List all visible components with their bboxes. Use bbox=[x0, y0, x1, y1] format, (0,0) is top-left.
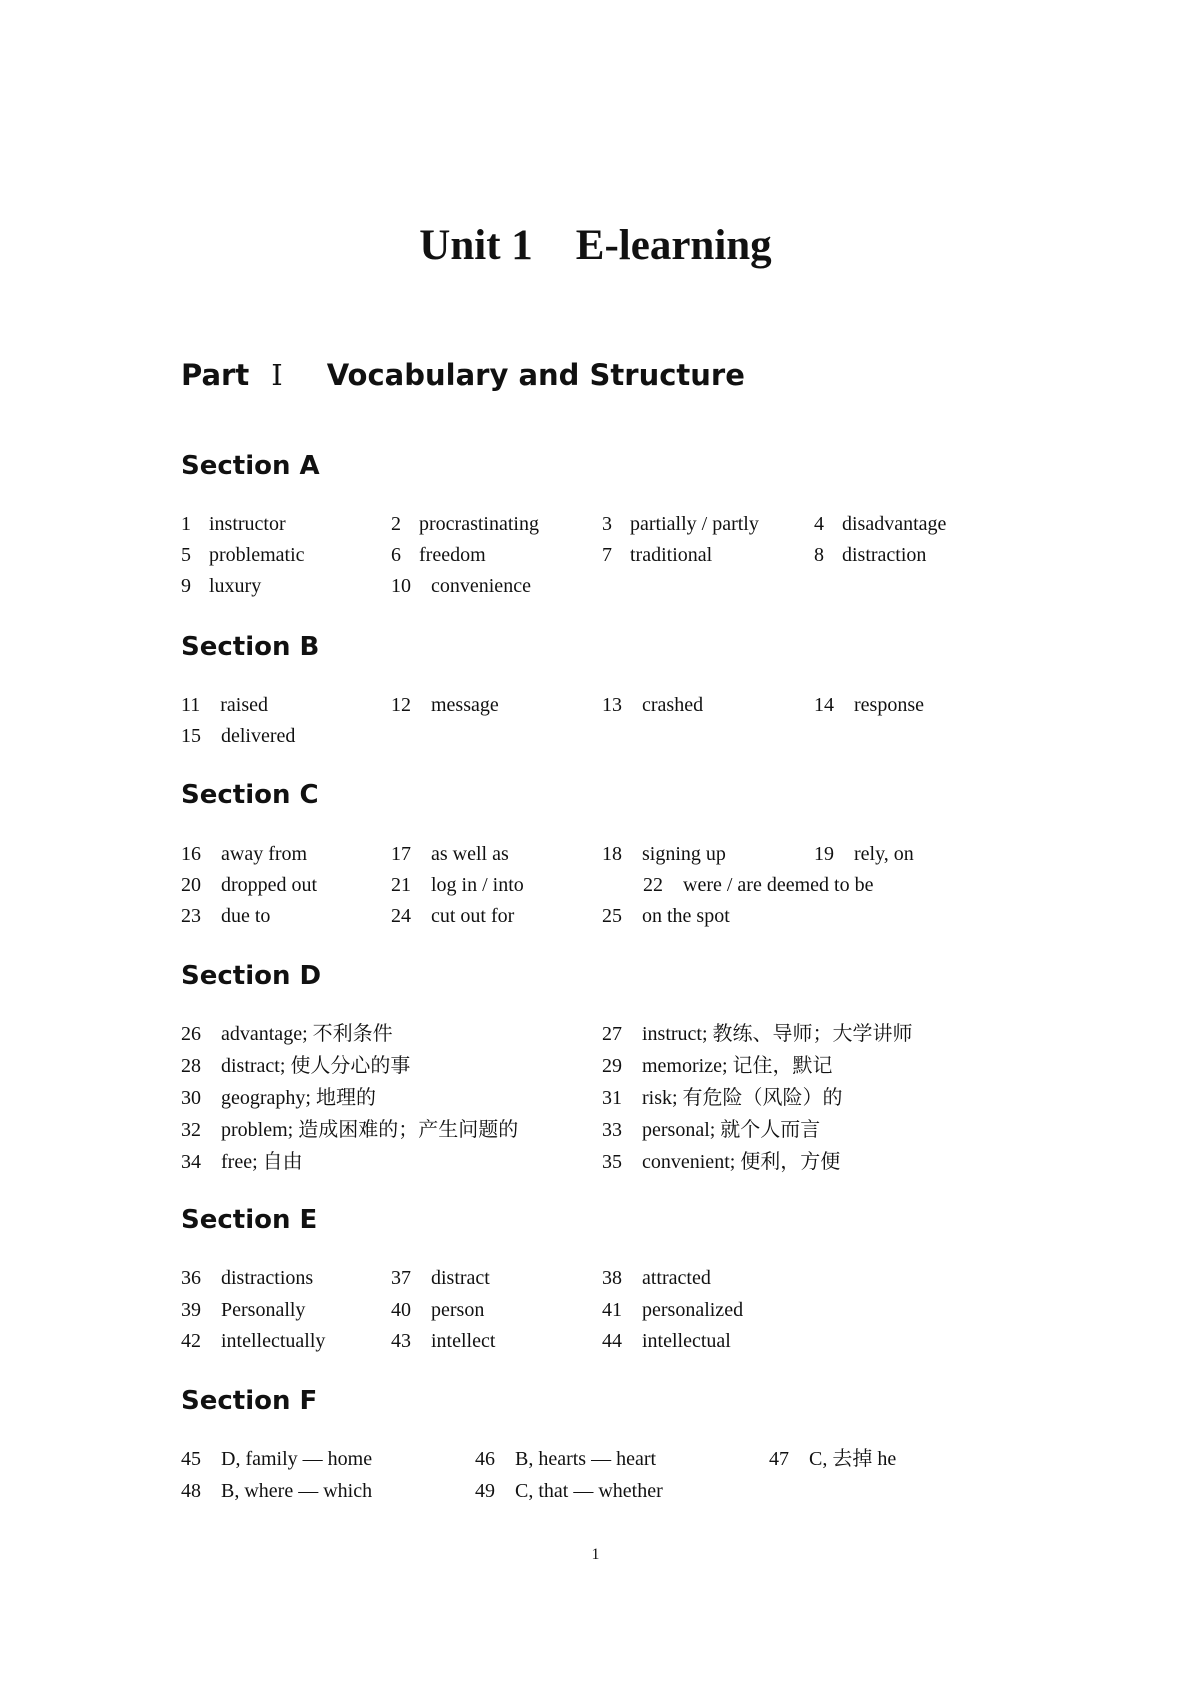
item-number: 19 bbox=[814, 843, 834, 865]
answer-item bbox=[181, 1082, 376, 1114]
item-answer: distract; 使人分心的事 bbox=[221, 1055, 411, 1077]
item-answer: free; 自由 bbox=[221, 1151, 303, 1173]
item-number: 43 bbox=[391, 1330, 411, 1352]
item-number: 35 bbox=[602, 1151, 622, 1173]
item-answer: advantage; 不利条件 bbox=[221, 1023, 393, 1045]
section-c-heading: Section C bbox=[181, 780, 319, 810]
answer-item bbox=[181, 1262, 313, 1294]
item-answer: D, family — home bbox=[221, 1448, 373, 1470]
answer-item bbox=[391, 1294, 484, 1326]
item-answer: disadvantage bbox=[842, 513, 947, 535]
item-number: 20 bbox=[181, 874, 201, 896]
item-number: 44 bbox=[602, 1330, 622, 1352]
item-number: 7 bbox=[602, 544, 612, 566]
answer-item bbox=[602, 1294, 743, 1326]
item-answer: memorize; 记住，默记 bbox=[642, 1055, 833, 1077]
part-name: Vocabulary and Structure bbox=[326, 358, 745, 392]
part-roman-numeral: Ⅰ bbox=[271, 358, 283, 392]
answer-item bbox=[602, 838, 726, 870]
item-number: 47 bbox=[769, 1448, 789, 1470]
item-number: 48 bbox=[181, 1480, 201, 1502]
item-answer: intellectually bbox=[221, 1330, 326, 1352]
item-number: 22 bbox=[643, 874, 663, 896]
item-number: 40 bbox=[391, 1299, 411, 1321]
section-d-heading: Section D bbox=[181, 961, 322, 991]
item-number: 5 bbox=[181, 544, 191, 566]
answer-item bbox=[391, 838, 509, 870]
answer-item bbox=[181, 838, 307, 870]
answer-item bbox=[181, 570, 261, 602]
item-answer: as well as bbox=[431, 843, 509, 865]
answer-item bbox=[814, 689, 924, 721]
answer-item bbox=[602, 1325, 731, 1357]
item-answer: attracted bbox=[642, 1267, 711, 1289]
item-number: 36 bbox=[181, 1267, 201, 1289]
item-answer: person bbox=[431, 1299, 485, 1321]
answer-item bbox=[391, 869, 524, 901]
answer-item bbox=[602, 1146, 840, 1178]
answer-item bbox=[391, 508, 539, 540]
item-answer: rely, on bbox=[854, 843, 914, 865]
item-answer: log in / into bbox=[431, 874, 524, 896]
item-answer: response bbox=[854, 694, 924, 716]
item-answer: traditional bbox=[630, 544, 713, 566]
item-number: 25 bbox=[602, 905, 622, 927]
answer-item bbox=[602, 1082, 843, 1114]
item-number: 27 bbox=[602, 1023, 622, 1045]
section-a-heading: Section A bbox=[181, 451, 320, 481]
answer-item bbox=[181, 508, 286, 540]
item-number: 45 bbox=[181, 1448, 201, 1470]
answer-item bbox=[181, 1443, 372, 1475]
answer-item bbox=[391, 900, 514, 932]
item-answer: convenient; 便利，方便 bbox=[642, 1151, 841, 1173]
item-answer: crashed bbox=[642, 694, 704, 716]
item-number: 42 bbox=[181, 1330, 201, 1352]
item-answer: distractions bbox=[221, 1267, 314, 1289]
item-number: 15 bbox=[181, 725, 201, 747]
item-answer: instruct; 教练、导师；大学讲师 bbox=[642, 1023, 913, 1045]
answer-item bbox=[181, 1475, 372, 1507]
answer-item bbox=[475, 1443, 656, 1475]
item-answer: procrastinating bbox=[419, 513, 539, 535]
item-number: 10 bbox=[391, 575, 411, 597]
answer-item bbox=[391, 1262, 490, 1294]
answer-item bbox=[391, 539, 486, 571]
item-number: 33 bbox=[602, 1119, 622, 1141]
item-number: 38 bbox=[602, 1267, 622, 1289]
answer-item bbox=[181, 1146, 303, 1178]
item-answer: distract bbox=[431, 1267, 490, 1289]
unit-title: Unit 1 E-learning bbox=[419, 222, 772, 269]
item-answer: dropped out bbox=[221, 874, 318, 896]
item-number: 46 bbox=[475, 1448, 495, 1470]
item-answer: instructor bbox=[209, 513, 286, 535]
answer-item bbox=[814, 838, 914, 870]
answer-item bbox=[602, 1050, 833, 1082]
item-number: 21 bbox=[391, 874, 411, 896]
item-answer: B, hearts — heart bbox=[515, 1448, 657, 1470]
item-answer: were / are deemed to be bbox=[683, 874, 874, 896]
answer-item bbox=[602, 689, 703, 721]
item-number: 4 bbox=[814, 513, 824, 535]
item-answer: B, where — which bbox=[221, 1480, 373, 1502]
item-number: 29 bbox=[602, 1055, 622, 1077]
item-answer: away from bbox=[221, 843, 308, 865]
answer-item bbox=[391, 570, 531, 602]
item-number: 39 bbox=[181, 1299, 201, 1321]
answer-item bbox=[181, 1114, 518, 1146]
item-answer: risk; 有危险（风险）的 bbox=[642, 1087, 843, 1109]
answer-item bbox=[391, 1325, 495, 1357]
item-answer: intellect bbox=[431, 1330, 496, 1352]
item-number: 32 bbox=[181, 1119, 201, 1141]
answer-item bbox=[602, 900, 730, 932]
item-answer: C, 去掉 he bbox=[809, 1448, 897, 1470]
section-f-heading: Section F bbox=[181, 1386, 318, 1416]
answer-item bbox=[769, 1443, 896, 1475]
item-number: 34 bbox=[181, 1151, 201, 1173]
item-number: 31 bbox=[602, 1087, 622, 1109]
answer-item bbox=[643, 869, 873, 901]
item-answer: Personally bbox=[221, 1299, 306, 1321]
item-answer: signing up bbox=[642, 843, 726, 865]
answer-item bbox=[181, 689, 268, 721]
item-answer: personal; 就个人而言 bbox=[642, 1119, 821, 1141]
item-number: 2 bbox=[391, 513, 401, 535]
answer-item bbox=[602, 1262, 711, 1294]
page-number: 1 bbox=[591, 1546, 600, 1563]
part-heading bbox=[181, 355, 745, 395]
item-number: 18 bbox=[602, 843, 622, 865]
item-number: 12 bbox=[391, 694, 411, 716]
item-number: 6 bbox=[391, 544, 401, 566]
answer-item bbox=[602, 508, 759, 540]
item-number: 28 bbox=[181, 1055, 201, 1077]
item-number: 30 bbox=[181, 1087, 201, 1109]
item-number: 1 bbox=[181, 513, 191, 535]
answer-item bbox=[814, 539, 926, 571]
answer-item bbox=[602, 1018, 913, 1050]
answer-item bbox=[391, 689, 499, 721]
part-label: Part bbox=[181, 358, 250, 392]
item-number: 41 bbox=[602, 1299, 622, 1321]
item-answer: problem; 造成困难的；产生问题的 bbox=[221, 1119, 519, 1141]
answer-item bbox=[602, 539, 712, 571]
item-answer: personalized bbox=[642, 1299, 744, 1321]
item-number: 23 bbox=[181, 905, 201, 927]
answer-item bbox=[181, 1050, 410, 1082]
item-number: 11 bbox=[181, 694, 201, 716]
item-answer: problematic bbox=[209, 544, 305, 566]
item-answer: geography; 地理的 bbox=[221, 1087, 376, 1109]
item-number: 16 bbox=[181, 843, 201, 865]
item-answer: cut out for bbox=[431, 905, 515, 927]
section-e-heading: Section E bbox=[181, 1205, 318, 1235]
answer-item bbox=[814, 508, 946, 540]
answer-item bbox=[475, 1475, 663, 1507]
item-answer: on the spot bbox=[642, 905, 730, 927]
item-number: 26 bbox=[181, 1023, 201, 1045]
item-answer: delivered bbox=[221, 725, 296, 747]
item-answer: message bbox=[431, 694, 499, 716]
item-number: 9 bbox=[181, 575, 191, 597]
item-answer: C, that — whether bbox=[515, 1480, 663, 1502]
answer-item bbox=[181, 1294, 305, 1326]
item-answer: convenience bbox=[431, 575, 531, 597]
item-answer: intellectual bbox=[642, 1330, 731, 1352]
item-number: 37 bbox=[391, 1267, 411, 1289]
answer-item bbox=[181, 900, 270, 932]
answer-item bbox=[181, 1325, 325, 1357]
answer-item bbox=[181, 1018, 393, 1050]
answer-item bbox=[181, 869, 317, 901]
item-answer: freedom bbox=[419, 544, 486, 566]
item-answer: luxury bbox=[209, 575, 262, 597]
item-number: 14 bbox=[814, 694, 834, 716]
item-answer: partially / partly bbox=[630, 513, 759, 535]
item-number: 49 bbox=[475, 1480, 495, 1502]
item-number: 13 bbox=[602, 694, 622, 716]
section-b-heading: Section B bbox=[181, 632, 320, 662]
item-answer: distraction bbox=[842, 544, 927, 566]
answer-item bbox=[181, 720, 295, 752]
item-answer: raised bbox=[220, 694, 269, 716]
item-answer: due to bbox=[221, 905, 271, 927]
item-number: 24 bbox=[391, 905, 411, 927]
answer-item bbox=[602, 1114, 820, 1146]
item-number: 17 bbox=[391, 843, 411, 865]
item-number: 3 bbox=[602, 513, 612, 535]
item-number: 8 bbox=[814, 544, 824, 566]
answer-item bbox=[181, 539, 305, 571]
